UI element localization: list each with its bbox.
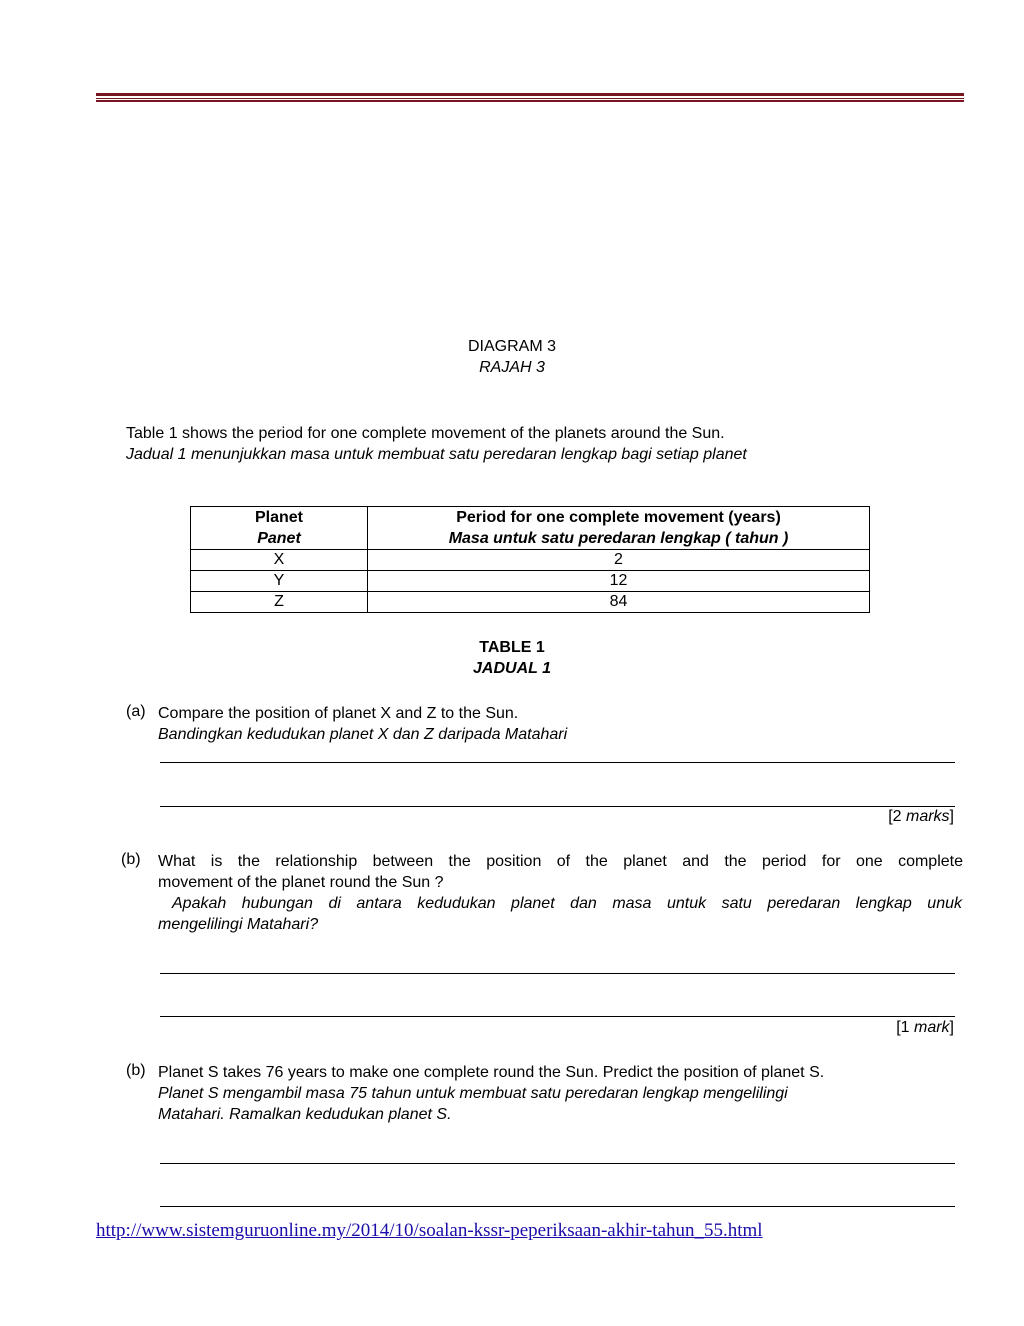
period-cell: 12 [368,571,870,592]
intro-text-ms: Jadual 1 menunjukkan masa untuk membuat satu peredaran lengkap bagi setiap planet [126,446,747,463]
table-header-row [191,507,870,550]
diagram-caption-ms: RAJAH 3 [479,359,545,376]
table-caption: TABLE 1 [479,639,545,656]
question-c-label: (b) [126,1062,146,1079]
answer-line[interactable] [160,1206,955,1207]
question-a-text-ms: Bandingkan kedudukan planet X dan Z daripada Matahari [158,726,568,743]
question-b-text-line2: movement of the planet round the Sun ? [158,874,444,891]
diagram-caption: DIAGRAM 3 [467,338,556,355]
header-rule-bottom [96,100,964,102]
table-caption-ms: JADUAL 1 [473,660,551,677]
question-b-text-line1: What is the relationship between the position of the planet and the period for one complete [158,853,963,870]
table-row [191,550,870,571]
question-c-text-ms-line1: Planet S mengambil masa 75 tahun untuk membuat satu peredaran lengkap mengelilingi [158,1085,788,1102]
marks-a-num: [2 [888,808,906,825]
planet-cell: Z [191,592,368,613]
question-b-label: (b) [121,851,141,868]
answer-line[interactable] [160,806,955,807]
planet-cell: X [191,550,368,571]
marks-a-end: ] [949,808,954,825]
marks-a [888,808,954,826]
intro-text: Table 1 shows the period for one complete movement of the planets around the Sun. [126,425,725,442]
marks-b-word: mark [913,1019,950,1036]
table-row [191,571,870,592]
question-b-text-ms-line1: Apakah hubungan di antara kedudukan planet dan masa untuk satu peredaran lengkap unuk [172,895,962,912]
header-period-ms: Masa untuk satu peredaran lengkap ( tahun ) [448,530,789,547]
question-a-label: (a) [126,703,146,720]
table-header-period [368,507,870,550]
footer-url-link[interactable]: http://www.sistemguruonline.my/2014/10/soalan-kssr-peperiksaan-akhir-tahun_55.html [96,1220,763,1241]
period-cell: 2 [368,550,870,571]
table-row [191,592,870,613]
answer-line[interactable] [160,1163,955,1164]
table-header-planet [191,507,368,550]
answer-line[interactable] [160,1016,955,1017]
header-planet-en: Planet [254,509,303,526]
answer-line[interactable] [160,762,955,763]
header-rule [96,93,964,96]
marks-b-num: [1 [896,1019,914,1036]
answer-line[interactable] [160,973,955,974]
question-a-text: Compare the position of planet X and Z to the Sun. [158,705,519,722]
period-cell: 84 [368,592,870,613]
header-planet-ms: Panet [257,530,301,547]
header-rule-thin [96,98,964,99]
marks-b-end: ] [949,1019,954,1036]
question-c-text: Planet S takes 76 years to make one complete round the Sun. Predict the position of planet S. [158,1064,825,1081]
marks-b [896,1019,954,1037]
planet-cell: Y [191,571,368,592]
question-c-text-ms-line2: Matahari. Ramalkan kedudukan planet S. [158,1106,452,1123]
question-b-text-ms-line2: mengelilingi Matahari? [158,916,319,933]
header-period-en: Period for one complete movement (years) [456,509,781,526]
planet-period-table [190,506,870,613]
marks-a-word: marks [905,808,950,825]
